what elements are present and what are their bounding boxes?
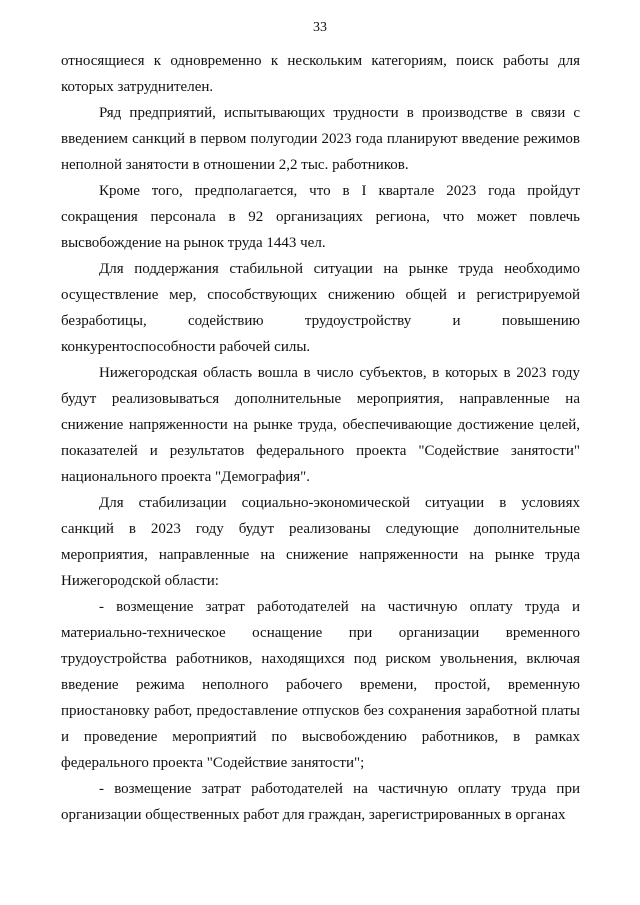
- paragraph-sanctions-part-time: Ряд предприятий, испытывающих трудности в производстве в связи с введением санкций в первом полугодии 2023 года планируют введение режимов неполной занятости в отношении 2,2 тыс. работников.: [61, 105, 580, 173]
- document-body: [61, 48, 580, 828]
- page-number: 33: [313, 20, 327, 35]
- paragraph-region-program: Нижегородская область вошла в число субъектов, в которых в 2023 году будут реализовываться дополнительные мероприятия, направленные на снижение напряженности на рынке труда, обеспечивающие достижение целей, показателей и результатов федерального проекта "Содействие занятости" национального проекта "Демография".: [61, 365, 580, 485]
- paragraph-continuation: относящиеся к одновременно к нескольким категориям, поиск работы для которых затруднителен.: [61, 53, 580, 95]
- paragraph-staff-reductions: Кроме того, предполагается, что в I квартале 2023 года пройдут сокращения персонала в 92 организациях региона, что может повлечь высвобождение на рынок труда 1443 чел.: [61, 183, 580, 251]
- list-item-temporary-employment: - возмещение затрат работодателей на частичную оплату труда и материально-техническое оснащение при организации временного трудоустройства работников, находящихся под риском увольнения, включая введение режима неполного рабочего времени, простой, временную приостановку работ, предоставление отпусков без сохранения заработной платы и проведение мероприятий по высвобождению работников, в рамках федерального проекта "Содействие занятости";: [61, 599, 580, 771]
- paragraph-labor-market-measures: Для поддержания стабильной ситуации на рынке труда необходимо осуществление мер, способствующих снижению общей и регистрируемой безработицы, содействию трудоустройству и повышению конкурентоспособности рабочей силы.: [61, 261, 580, 355]
- paragraph-stabilization-measures: Для стабилизации социально-экономической ситуации в условиях санкций в 2023 году будут реализованы следующие дополнительные мероприятия, направленные на снижение напряженности на рынке труда Нижегородской области:: [61, 495, 580, 589]
- list-item-public-works: - возмещение затрат работодателей на частичную оплату труда при организации общественных работ для граждан, зарегистрированных в органах: [61, 781, 580, 823]
